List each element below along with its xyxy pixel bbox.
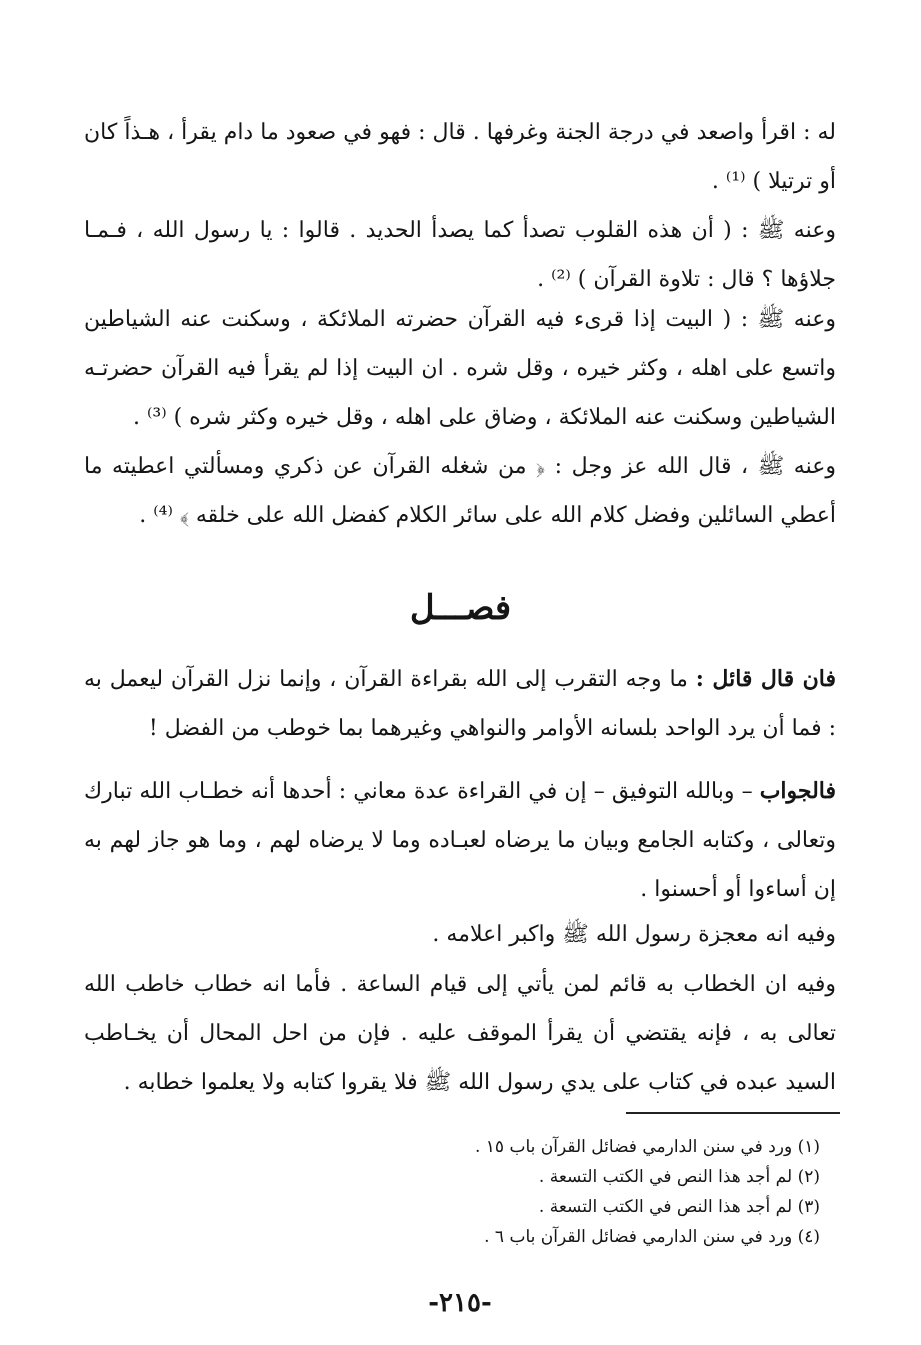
section-title: فصـــل xyxy=(409,588,512,628)
footnotes xyxy=(400,1132,820,1252)
paragraph-4: وعنه ﷺ ، قال الله عز وجل : ﴿ من شغله القرآن عن ذكري ومسألتي اعطيته ما أعطي السائلين وفضل كلام الله على سائر الكلام كفضل الله على خلقه ﴾ ⁽⁴⁾ . xyxy=(84,454,836,528)
paragraph-5 xyxy=(84,655,836,753)
paragraph-8: وفيه ان الخطاب به قائم لمن يأتي إلى قيام الساعة . فأما انه خطاب خاطب الله تعالى به ، فإنه يقتضي أن يقرأ الموقف عليه . فإن من احل المحال أن يخـاطب السيد عبده في كتاب على يدي رسول الله ﷺ فلا يقروا كتابه ولا يعلموا خطابه . xyxy=(84,972,836,1095)
footnote-rule xyxy=(626,1112,840,1114)
answer-text: – وبالله التوفيق – إن في القراءة عدة معاني : أحدها أنه خطـاب الله تبارك وتعالى ، وكتابه الجامع وبيان ما يرضاه لعبـاده وما لا يرضاه لهم ، وما هو جاز لهم به إن أساءوا أو أحسنوا . xyxy=(84,779,836,902)
paragraph-3: وعنه ﷺ : ( البيت إذا قرىء فيه القرآن حضرته الملائكة ، وسكنت عنه الشياطين واتسع على اهله ، وكثر خيره ، وقل شره . ان البيت إذا لم يقرأ فيه القرآن حضرتـه الشياطين وسكنت عنه الملائكة ، وضاق على اهله ، وقل خيره وكثر شره ) ⁽³⁾ . xyxy=(84,307,836,430)
paragraph-2: وعنه ﷺ : ( أن هذه القلوب تصدأ كما يصدأ الحديد . قالوا : يا رسول الله ، فـمـا جلاؤها ؟ قال : تلاوة القرآن ) ⁽²⁾ . xyxy=(84,218,836,292)
footnote-1: (١) ورد في سنن الدارمي فضائل القرآن باب ١٥ . xyxy=(474,1137,820,1157)
question-lead: فان قال قائل : xyxy=(695,666,837,692)
page-number: -٢١٥- xyxy=(428,1288,492,1318)
paragraph-7: وفيه انه معجزة رسول الله ﷺ واكبر اعلامه . xyxy=(432,922,836,947)
answer-lead: فالجواب xyxy=(759,778,836,804)
paragraph-6 xyxy=(84,767,836,914)
footnote-3: (٣) لم أجد هذا النص في الكتب التسعة . xyxy=(538,1197,820,1217)
footnote-4: (٤) ورد في سنن الدارمي فضائل القرآن باب ٦ . xyxy=(484,1227,820,1247)
question-text: ما وجه التقرب إلى الله بقراءة القرآن ، وإنما نزل القرآن ليعمل به : فما أن يرد الواحد بلسانه الأوامر والنواهي وغيرهما بما خوطب من الفضل ! xyxy=(84,667,836,741)
paragraph-1: له : اقرأ واصعد في درجة الجنة وغرفها . قال : فهو في صعود ما دام يقرأ ، هـذاً كان أو ترتيلا ) ⁽¹⁾ . xyxy=(84,120,836,194)
footnote-2: (٢) لم أجد هذا النص في الكتب التسعة . xyxy=(538,1167,820,1187)
